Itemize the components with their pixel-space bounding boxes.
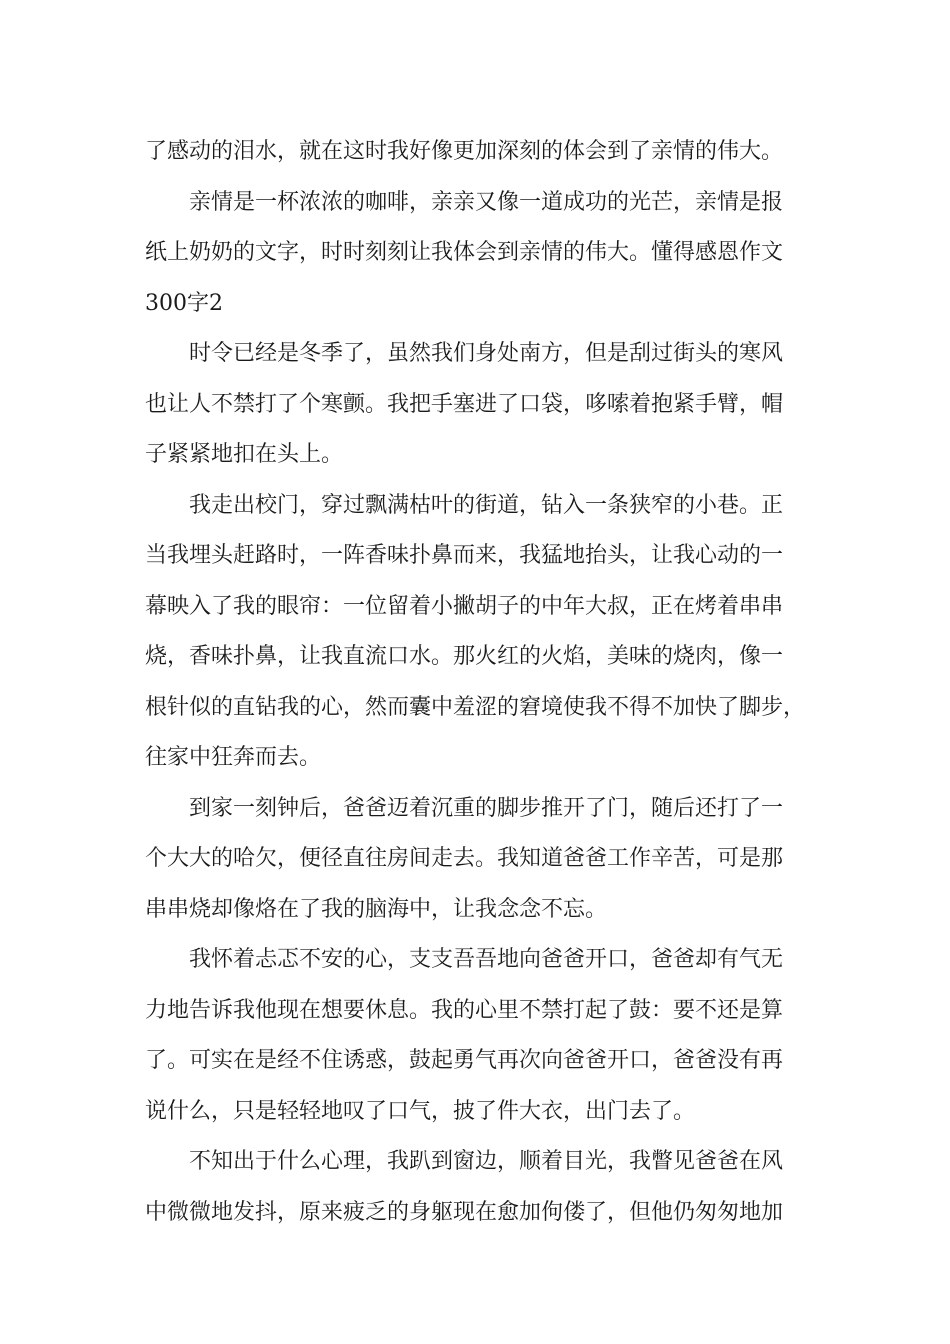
text-line: 当我埋头赶路时，一阵香味扑鼻而来，我猛地抬头，让我心动的一: [145, 543, 784, 568]
text-line: 力地告诉我他现在想要休息。我的心里不禁打起了鼓：要不还是算: [145, 997, 784, 1023]
text-line: 幕映入了我的眼帘：一位留着小撇胡子的中年大叔，正在烤着串串: [145, 593, 784, 619]
text-line: 说什么，只是轻轻地叹了口气，披了件大衣，出门去了。: [145, 1098, 696, 1124]
text-line: 亲情是一杯浓浓的咖啡，亲亲又像一道成功的光芒，亲情是报: [189, 189, 784, 215]
text-line: 中微微地发抖，原来疲乏的身躯现在愈加佝偻了，但他仍匆匆地加: [145, 1199, 784, 1225]
text-line: 烧，香味扑鼻，让我直流口水。那火红的火焰，美味的烧肉，像一: [145, 644, 784, 669]
text-line: 个大大的哈欠，便径直往房间走去。我知道爸爸工作辛苦，可是那: [145, 846, 784, 871]
text-line: 根针似的直钻我的心，然而囊中羞涩的窘境使我不得不加快了脚步，: [145, 694, 806, 720]
text-line: 也让人不禁打了个寒颤。我把手塞进了口袋，哆嗦着抱紧手臂，帽: [145, 391, 784, 417]
text-line: 了。可实在是经不住诱惑，鼓起勇气再次向爸爸开口，爸爸没有再: [145, 1048, 784, 1073]
text-line: 了感动的泪水，就在这时我好像更加深刻的体会到了亲情的伟大。: [145, 139, 784, 164]
text-line: 不知出于什么心理，我趴到窗边，顺着目光，我瞥见爸爸在风: [189, 1149, 784, 1174]
text-line: 往家中狂奔而去。: [145, 745, 322, 770]
body-text: [145, 127, 825, 1238]
text-line: 串串烧却像烙在了我的脑海中，让我念念不忘。: [145, 896, 608, 922]
text-line: 时令已经是冬季了，虽然我们身处南方，但是刮过街头的寒风: [189, 341, 784, 366]
text-line: 纸上奶奶的文字，时时刻刻让我体会到亲情的伟大。懂得感恩作文: [145, 240, 784, 265]
text-line: 300字2: [145, 290, 223, 316]
text-line: 我走出校门，穿过飘满枯叶的街道，钻入一条狭窄的小巷。正: [189, 492, 784, 518]
text-line: 我怀着忐忑不安的心，支支吾吾地向爸爸开口，爸爸却有气无: [189, 947, 784, 972]
text-line: 到家一刻钟后，爸爸迈着沉重的脚步推开了门，随后还打了一: [189, 795, 784, 821]
text-line: 子紧紧地扣在头上。: [145, 442, 344, 467]
